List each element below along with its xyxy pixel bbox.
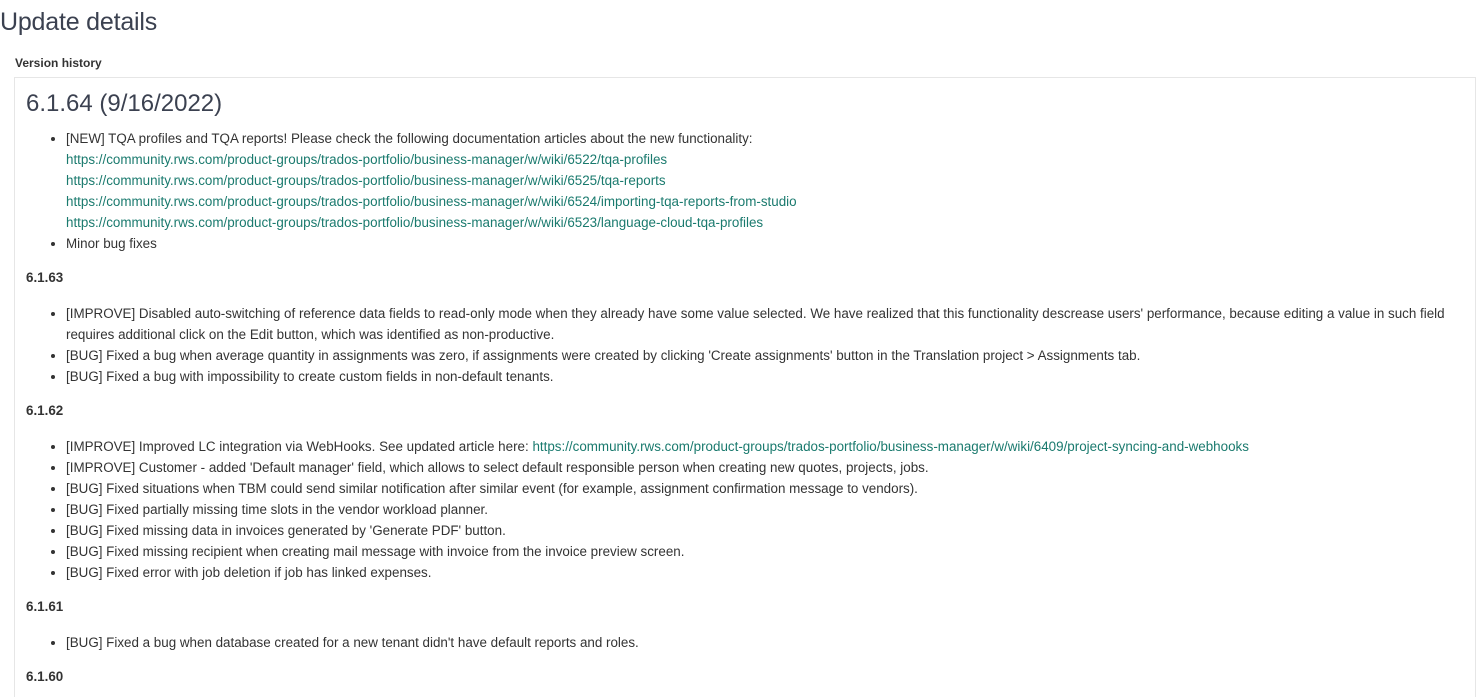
list-item: • [BUG] Fixed missing recipient when creating mail message with invoice from the invoice preview screen. [66, 541, 1475, 562]
version-title-6-1-63: 6.1.63 [26, 270, 64, 285]
list-item-text: [IMPROVE] Improved LC integration via WebHooks. See updated article here: [66, 439, 533, 454]
page-title: Update details [0, 8, 158, 36]
doc-links [66, 149, 1475, 233]
list-item [66, 128, 1475, 233]
version-title-6-1-62: 6.1.62 [26, 403, 64, 418]
doc-link-importing-tqa-reports[interactable]: https://community.rws.com/product-groups/trados-portfolio/business-manager/w/wiki/6524/importing-tqa-reports-from-studio [66, 194, 797, 209]
version-title-6-1-64: 6.1.64 (9/16/2022) [26, 90, 223, 117]
version-history-content [26, 78, 1475, 687]
version-history-panel[interactable] [14, 77, 1476, 697]
doc-link-project-syncing-webhooks[interactable]: https://community.rws.com/product-groups/trados-portfolio/business-manager/w/wiki/6409/project-syncing-and-webhooks [532, 439, 1249, 454]
list-item: • [BUG] Fixed a bug when database created for a new tenant didn't have default reports and roles. [66, 632, 1475, 653]
version-6-1-64-list [26, 128, 1475, 254]
doc-link-language-cloud-tqa-profiles[interactable]: https://community.rws.com/product-groups/trados-portfolio/business-manager/w/wiki/6523/language-cloud-tqa-profiles [66, 215, 764, 230]
list-item [66, 436, 1475, 457]
list-item: • [BUG] Fixed situations when TBM could send similar notification after similar event (for example, assignment confirmation message to vendors). [66, 478, 1475, 499]
list-item: • [BUG] Fixed error with job deletion if job has linked expenses. [66, 562, 1475, 583]
doc-link-tqa-reports[interactable]: https://community.rws.com/product-groups/trados-portfolio/business-manager/w/wiki/6525/tqa-reports [66, 173, 666, 188]
version-6-1-63-list [26, 303, 1475, 387]
version-6-1-62-list [26, 436, 1475, 583]
list-item: • [BUG] Fixed partially missing time slots in the vendor workload planner. [66, 499, 1475, 520]
list-item: • [IMPROVE] Disabled auto-switching of reference data fields to read-only mode when they already have some value selected. We have realized that this functionality descrease users' performance, because editing a value in such field requires additional click on the Edit button, which was identified as non-productive. [66, 303, 1475, 345]
list-item: • [BUG] Fixed a bug with impossibility to create custom fields in non-default tenants. [66, 366, 1475, 387]
list-item-text: [NEW] TQA profiles and TQA reports! Please check the following documentation articles about the new functionality: [66, 131, 753, 146]
version-history-label: Version history [15, 56, 102, 70]
version-title-6-1-61: 6.1.61 [26, 599, 64, 614]
version-6-1-61-list [26, 632, 1475, 653]
doc-link-tqa-profiles[interactable]: https://community.rws.com/product-groups/trados-portfolio/business-manager/w/wiki/6522/tqa-profiles [66, 152, 668, 167]
list-item: • [BUG] Fixed a bug when average quantity in assignments was zero, if assignments were created by clicking 'Create assignments' button in the Translation project > Assignments tab. [66, 345, 1475, 366]
list-item: • [BUG] Fixed missing data in invoices generated by 'Generate PDF' button. [66, 520, 1475, 541]
list-item: • Minor bug fixes [66, 233, 1475, 254]
list-item: • [IMPROVE] Customer - added 'Default manager' field, which allows to select default responsible person when creating new quotes, projects, jobs. [66, 457, 1475, 478]
version-title-6-1-60: 6.1.60 [26, 669, 64, 684]
